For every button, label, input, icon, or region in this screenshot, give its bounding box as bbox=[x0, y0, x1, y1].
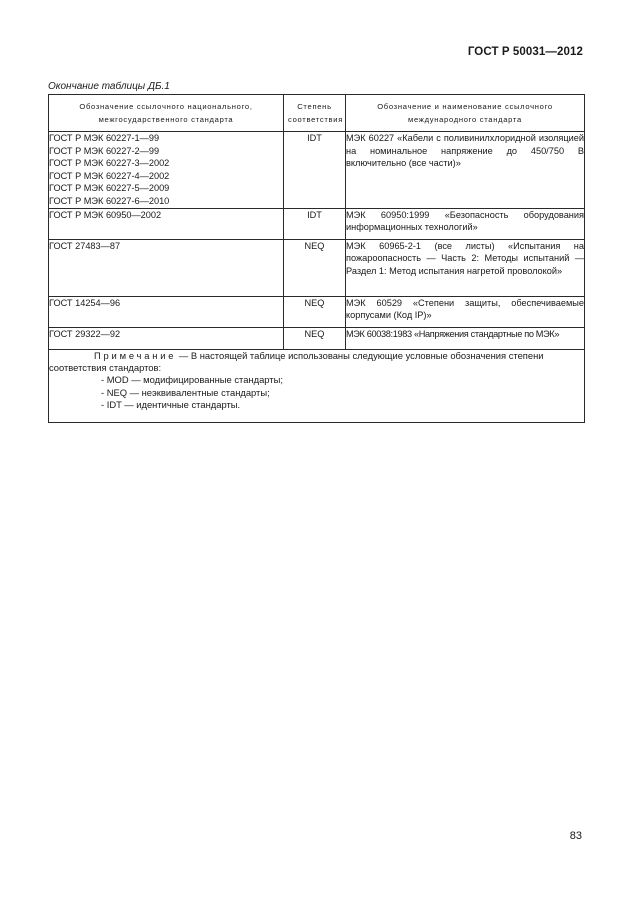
international-standard-cell: МЭК 60038:1983 «Напряжения стандартные по МЭК» bbox=[346, 327, 585, 349]
degree-of-conformity-cell: NEQ bbox=[284, 296, 346, 327]
note-label: Примечание bbox=[94, 349, 177, 361]
national-standard-designation: ГОСТ Р МЭК 60227-4—2002 bbox=[49, 170, 170, 181]
national-standard-designation: ГОСТ 29322—92 bbox=[49, 328, 121, 339]
note-list-item: - IDT — идентичные стандарты. bbox=[101, 399, 241, 411]
table-note bbox=[49, 349, 585, 422]
note-text: — В настоящей таблице использованы следующие условные обозначения степени соответствия стандартов: bbox=[49, 349, 544, 373]
note-list-item: - NEQ — неэквивалентные стандарты; bbox=[101, 386, 270, 398]
header-national-standard: Обозначение ссылочного национального, межгосударственного стандарта bbox=[49, 95, 284, 132]
table-note-row bbox=[49, 349, 585, 422]
reference-standards-table bbox=[48, 94, 585, 423]
degree-of-conformity-cell: NEQ bbox=[284, 327, 346, 349]
national-standard-designation: ГОСТ Р МЭК 60227-2—99 bbox=[49, 145, 160, 156]
table-caption: Окончание таблицы ДБ.1 bbox=[48, 81, 170, 92]
header-degree-of-conformity: Степень соответствия bbox=[284, 95, 346, 132]
degree-of-conformity-cell: NEQ bbox=[284, 239, 346, 296]
international-standard-cell: МЭК 60227 «Кабели с поливинилхлоридной изоляцией на номинальное напряжение до 450/750 В включительно (все части)» bbox=[346, 132, 585, 209]
national-standard-designation: ГОСТ Р МЭК 60227-6—2010 bbox=[49, 195, 170, 206]
national-standard-designation: ГОСТ 27483—87 bbox=[49, 240, 121, 251]
note-list-item: - MOD — модифицированные стандарты; bbox=[101, 374, 283, 386]
table-row bbox=[49, 208, 585, 239]
table-row bbox=[49, 296, 585, 327]
national-standard-cell bbox=[49, 208, 284, 239]
national-standard-cell bbox=[49, 239, 284, 296]
national-standard-designation: ГОСТ Р МЭК 60227-3—2002 bbox=[49, 158, 170, 169]
page-number: 83 bbox=[569, 830, 582, 842]
national-standard-designation: ГОСТ Р МЭК 60950—2002 bbox=[49, 209, 162, 220]
document-standard-id: ГОСТ Р 50031—2012 bbox=[467, 46, 583, 58]
table-row bbox=[49, 327, 585, 349]
table-header-row bbox=[49, 95, 585, 132]
international-standard-cell: МЭК 60950:1999 «Безопасность оборудования информационных технологий» bbox=[346, 208, 585, 239]
degree-of-conformity-cell: IDT bbox=[284, 208, 346, 239]
national-standard-cell bbox=[49, 132, 284, 209]
national-standard-designation: ГОСТ 14254—96 bbox=[49, 297, 121, 308]
national-standard-cell bbox=[49, 327, 284, 349]
header-international-standard: Обозначение и наименование ссылочного международного стандарта bbox=[346, 95, 585, 132]
note-paragraph bbox=[49, 350, 584, 375]
national-standard-designation: ГОСТ Р МЭК 60227-1—99 bbox=[49, 133, 160, 143]
international-standard-cell: МЭК 60965-2-1 (все листы) «Испытания на пожароопасность — Часть 2: Методы испытаний — Раздел 1: Метод испытания нагретой проволокой» bbox=[346, 239, 585, 296]
table-row bbox=[49, 132, 585, 209]
table-row bbox=[49, 239, 585, 296]
national-standard-designation: ГОСТ Р МЭК 60227-5—2009 bbox=[49, 183, 170, 194]
degree-of-conformity-cell: IDT bbox=[284, 132, 346, 209]
national-standard-cell bbox=[49, 296, 284, 327]
international-standard-cell: МЭК 60529 «Степени защиты, обеспечиваемые корпусами (Код IP)» bbox=[346, 296, 585, 327]
